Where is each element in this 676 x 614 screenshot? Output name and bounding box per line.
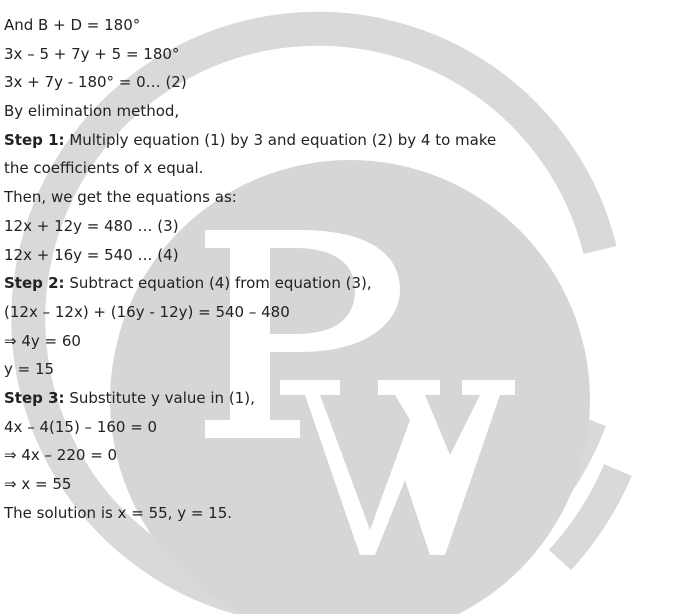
text-line	[4, 298, 672, 327]
text-line	[4, 470, 672, 499]
step-label: Step 1:	[4, 130, 65, 149]
text-line	[4, 11, 672, 40]
text-line	[4, 212, 672, 241]
line-text: the coefficients of x equal.	[4, 159, 204, 178]
step-line	[4, 269, 672, 298]
solution-text	[4, 11, 672, 527]
line-text: 4x – 4(15) – 160 = 0	[4, 417, 158, 436]
line-text: Subtract equation (4) from equation (3),	[64, 274, 372, 293]
step-label: Step 2:	[4, 274, 65, 293]
line-text: Substitute y value in (1),	[64, 388, 255, 407]
text-line	[4, 241, 672, 270]
text-line	[4, 40, 672, 69]
text-line	[4, 355, 672, 384]
line-text: 12x + 12y = 480 … (3)	[4, 216, 179, 235]
line-text: Multiply equation (1) by 3 and equation (2) by 4 to make	[64, 130, 497, 149]
text-line	[4, 97, 672, 126]
line-text: 12x + 16y = 540 … (4)	[4, 245, 179, 264]
line-text: y = 15	[4, 360, 55, 379]
line-text: ⇒ 4x – 220 = 0	[4, 446, 118, 465]
text-line	[4, 499, 672, 528]
text-line	[4, 68, 672, 97]
step-label: Step 3:	[4, 388, 65, 407]
text-line	[4, 154, 672, 183]
step-line	[4, 126, 672, 155]
text-line	[4, 327, 672, 356]
text-line	[4, 413, 672, 442]
line-text: ⇒ x = 55	[4, 475, 72, 493]
line-text: 3x – 5 + 7y + 5 = 180°	[4, 44, 180, 63]
line-text: The solution is x = 55, y = 15.	[4, 503, 233, 522]
line-text: 3x + 7y - 180° = 0… (2)	[4, 73, 187, 92]
line-text: (12x – 12x) + (16y - 12y) = 540 – 480	[4, 302, 290, 321]
text-line	[4, 441, 672, 470]
step-line	[4, 384, 672, 413]
line-text: And B + D = 180°	[4, 16, 141, 34]
text-line	[4, 183, 672, 212]
line-text: By elimination method,	[4, 102, 180, 121]
line-text: ⇒ 4y = 60	[4, 331, 81, 350]
line-text: Then, we get the equations as:	[4, 188, 237, 207]
